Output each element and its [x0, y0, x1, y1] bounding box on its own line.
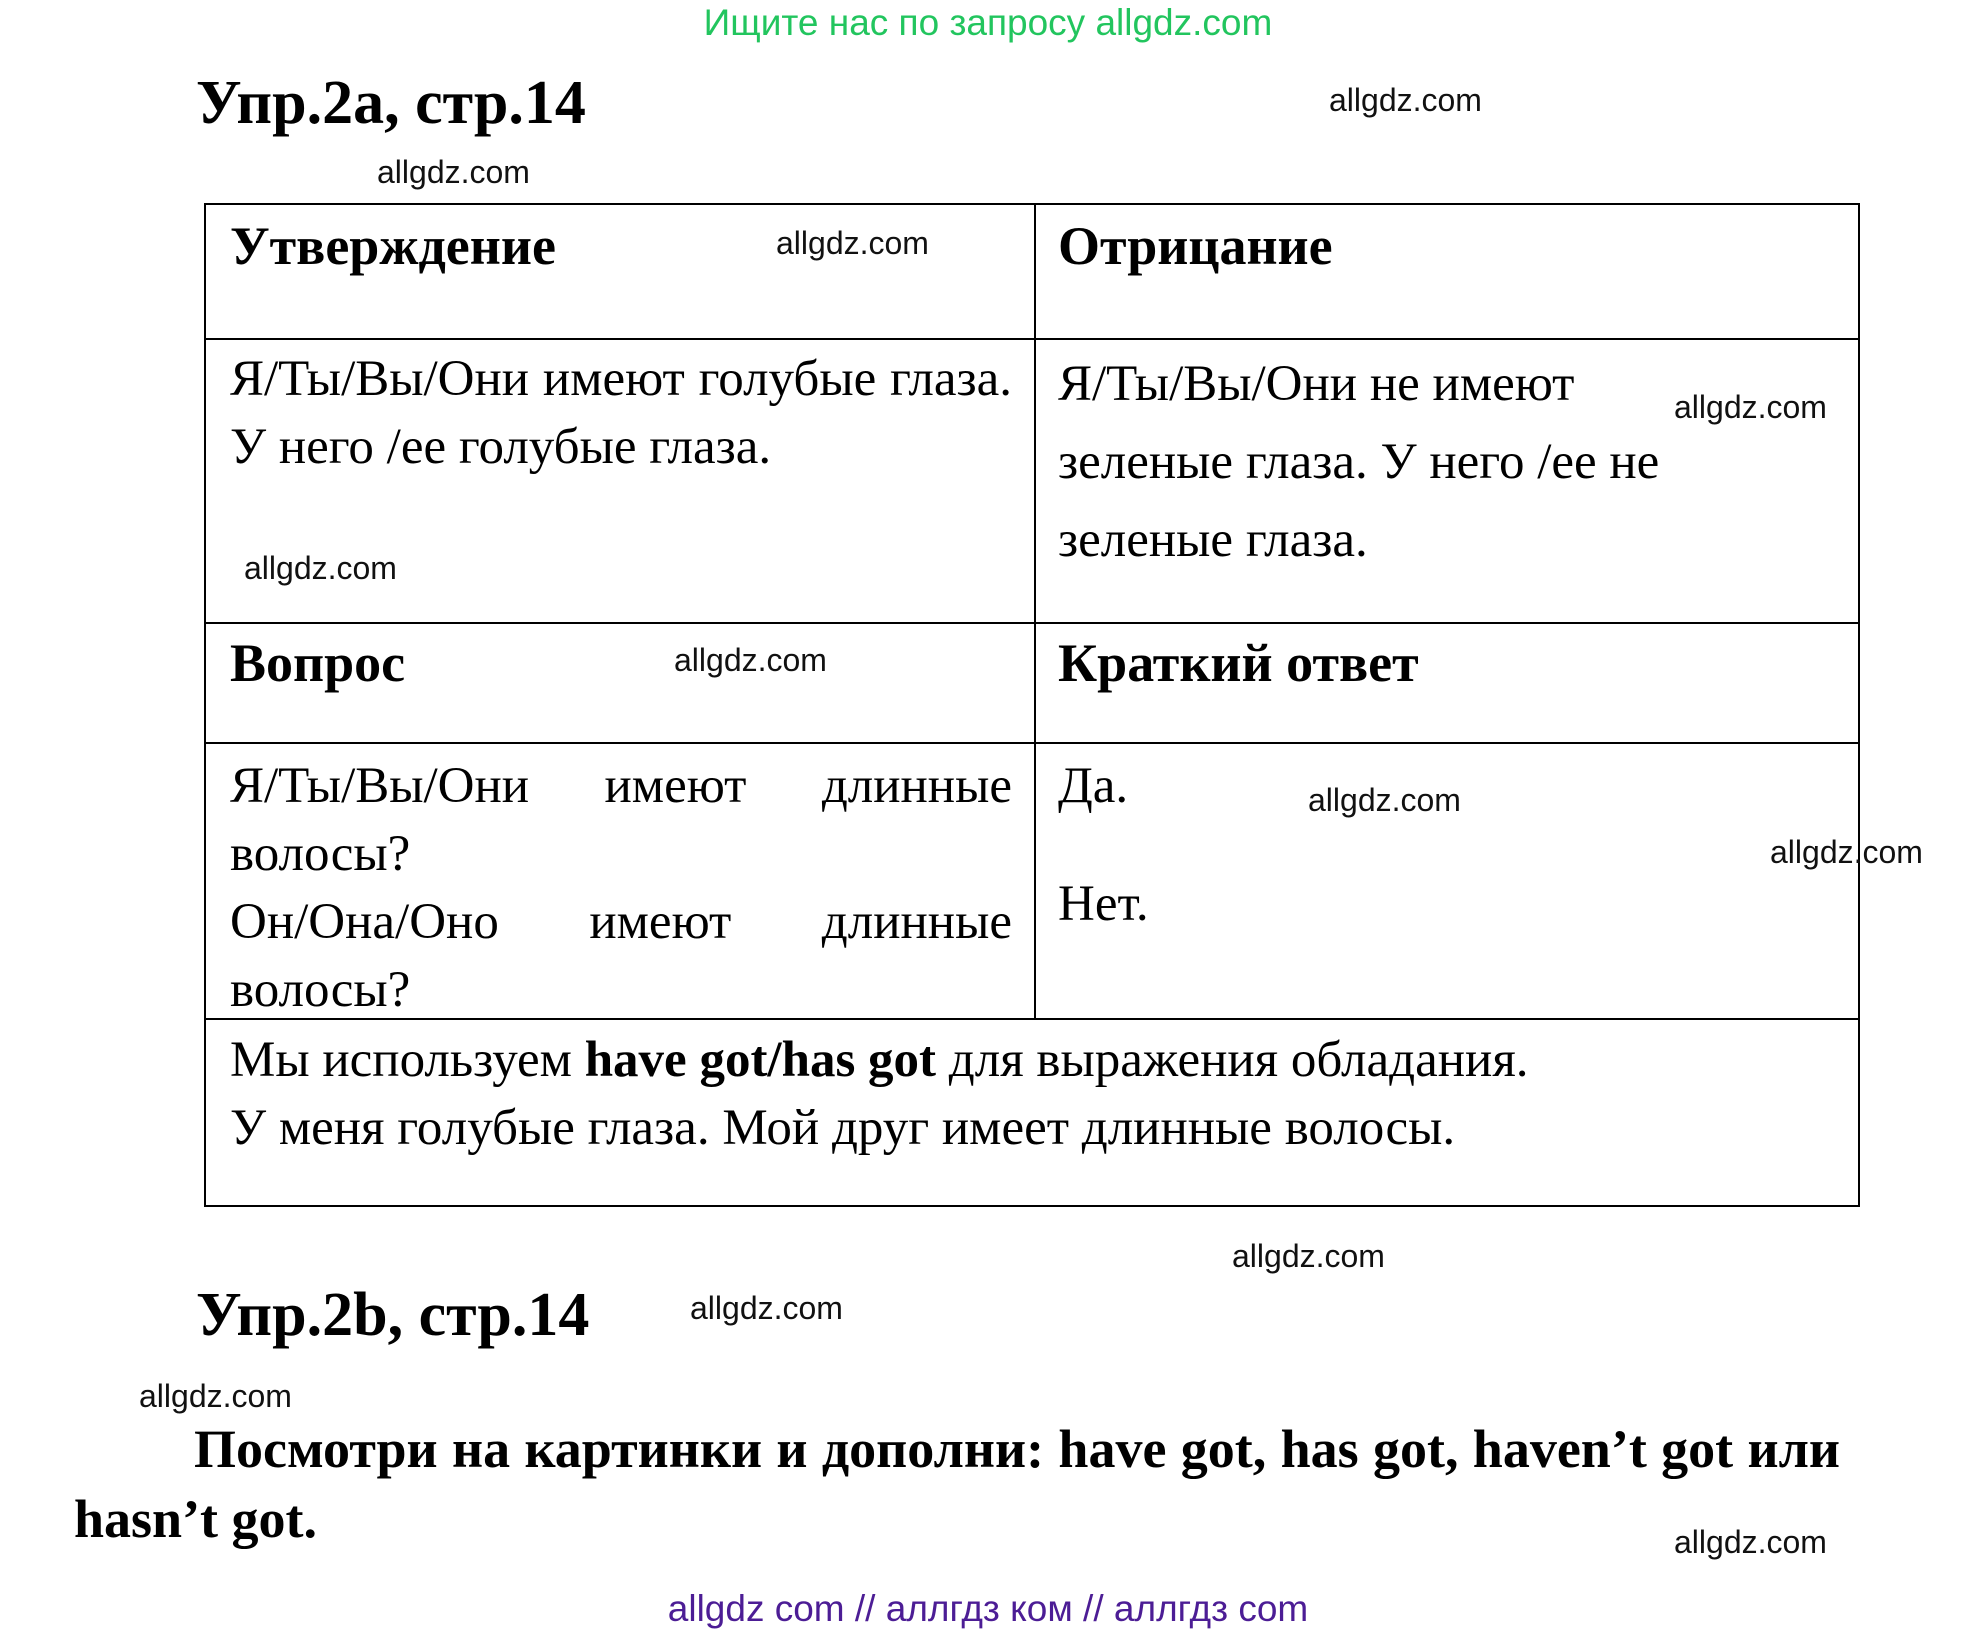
exercise-2b-heading: Упр.2b, стр.14 [196, 1281, 590, 1349]
watermark: allgdz.com [244, 550, 397, 586]
watermark: allgdz.com [377, 154, 530, 190]
short-answer-no: Нет. [1058, 876, 1149, 932]
column-divider [1034, 205, 1036, 1020]
task-2b-instruction: Посмотри на картинки и дополни: have got, has got, haven’t got или hasn’t got. [74, 1419, 1840, 1549]
question-header: Вопрос [230, 633, 406, 693]
negative-header: Отрицание [1058, 216, 1333, 276]
usage-suffix: для выражения обладания. [936, 1032, 1529, 1088]
question-text-2: Он/Она/Оно имеют длинные волосы? [230, 894, 1012, 1018]
usage-rule [230, 1026, 1830, 1094]
row-divider [206, 338, 1858, 340]
watermark: allgdz.com [1232, 1238, 1385, 1274]
watermark: allgdz.com [1674, 389, 1827, 425]
watermark: allgdz.com [776, 225, 929, 261]
negative-text [1058, 345, 1858, 579]
grammar-table [204, 203, 1860, 1207]
short-answer-header: Краткий ответ [1058, 633, 1419, 693]
usage-example: У меня голубые глаза. Мой друг имеет длинные волосы. [230, 1100, 1456, 1156]
usage-prefix: Мы используем [230, 1032, 585, 1088]
watermark: allgdz.com [1674, 1524, 1827, 1560]
affirmative-header: Утверждение [230, 216, 556, 276]
watermark: allgdz.com [690, 1290, 843, 1326]
footer-links: allgdz com // аллгдз ком // аллгдз com [667, 1588, 1309, 1629]
row-divider [206, 742, 1858, 744]
watermark: allgdz.com [139, 1378, 292, 1414]
usage-bold: have got/has got [584, 1032, 937, 1088]
short-answer-yes: Да. [1058, 758, 1129, 814]
top-search-banner: Ищите нас по запросу allgdz.com [703, 2, 1273, 43]
negative-line: зеленые глаза. [1058, 512, 1368, 568]
row-divider [206, 622, 1858, 624]
watermark: allgdz.com [1308, 782, 1461, 818]
watermark: allgdz.com [674, 642, 827, 678]
negative-line: зеленые глаза. У него /ее не [1058, 434, 1660, 490]
affirmative-text: Я/Ты/Вы/Они имеют голубые глаза. У него /ее голубые глаза. [230, 351, 1012, 475]
watermark: allgdz.com [1329, 82, 1482, 118]
exercise-2a-heading: Упр.2a, стр.14 [196, 69, 586, 137]
question-text-1: Я/Ты/Вы/Они имеют длинные волосы? [230, 758, 1012, 882]
watermark: allgdz.com [1770, 834, 1923, 870]
negative-line: Я/Ты/Вы/Они не имеют [1058, 356, 1575, 412]
